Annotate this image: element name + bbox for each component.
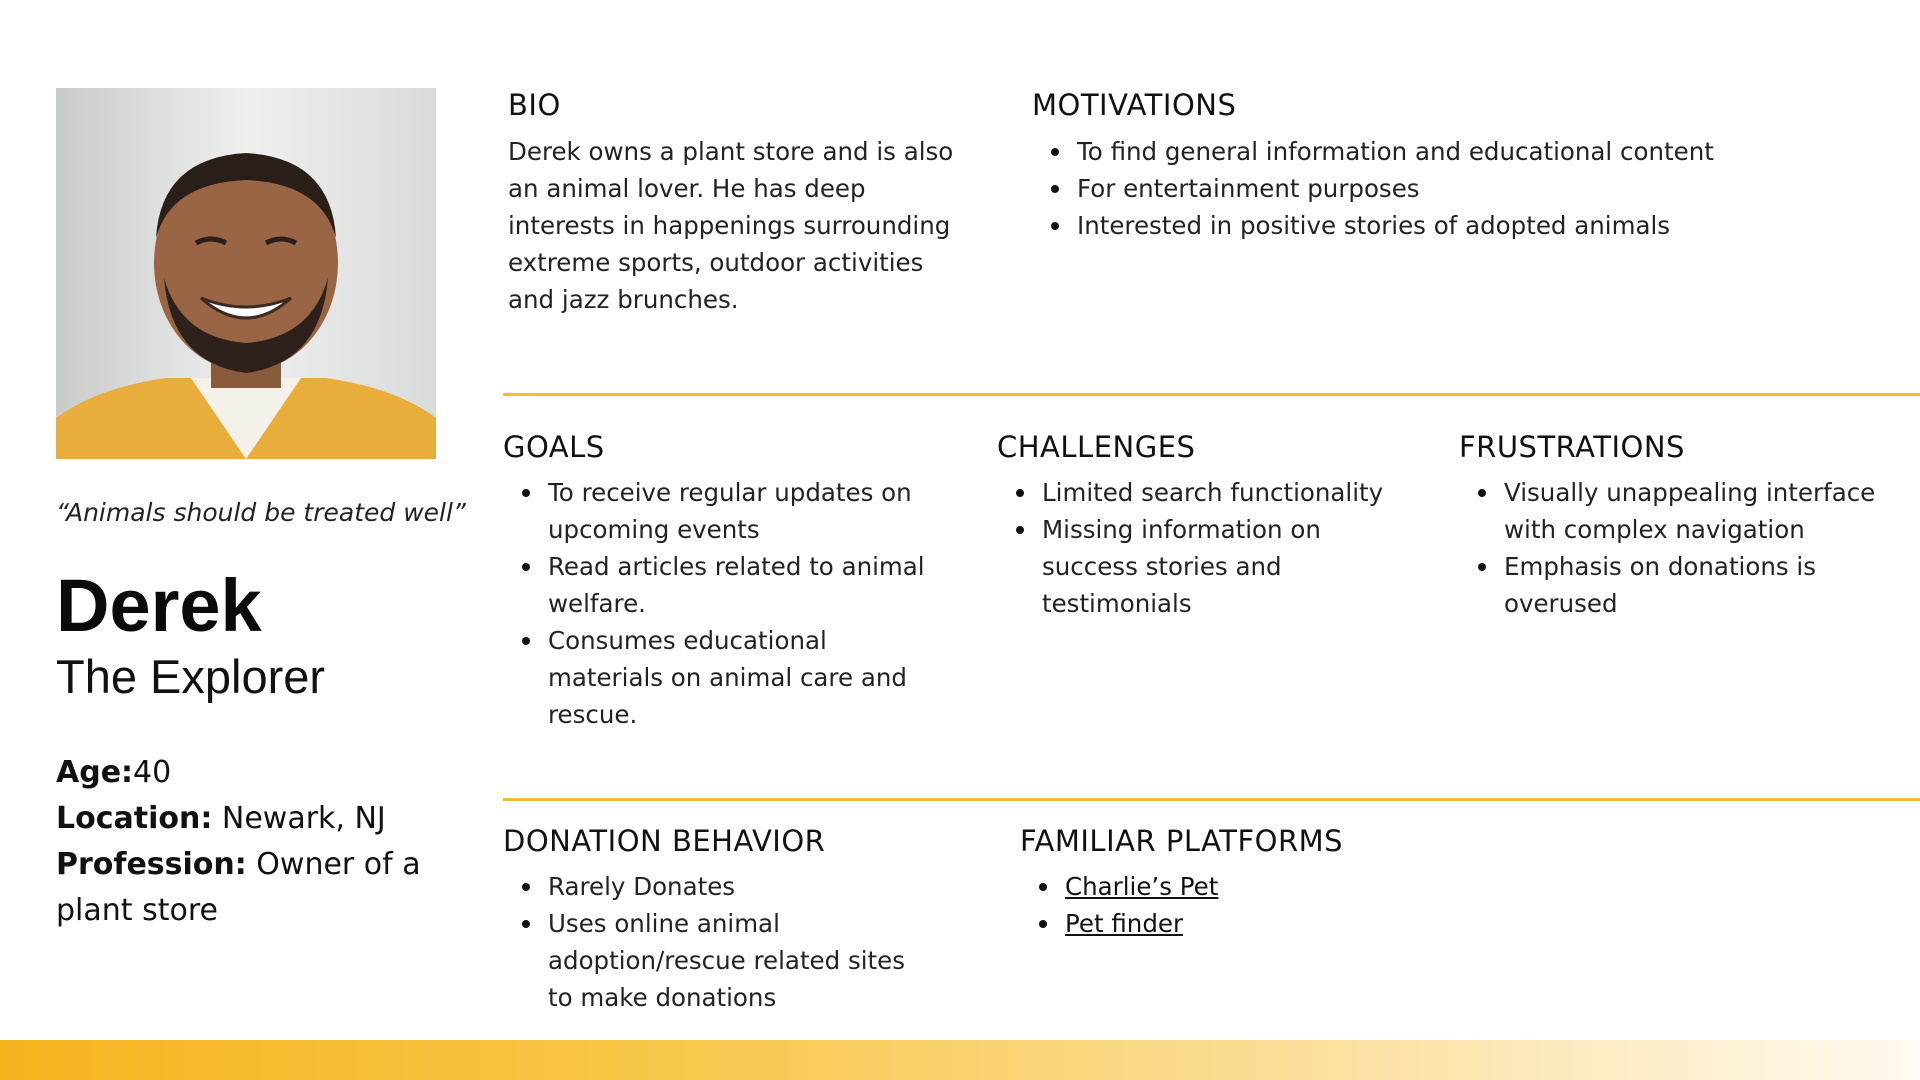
- fact-location-value: Newark, NJ: [212, 801, 386, 836]
- fact-age-value: 40: [133, 755, 172, 790]
- motivation-item: Interested in positive stories of adopted animals: [1032, 207, 1852, 244]
- fact-profession-value: Owner of a plant store: [56, 847, 421, 928]
- platform-link-charlies-pet[interactable]: Charlie’s Pet: [1065, 872, 1219, 901]
- bio-text: Derek owns a plant store and is also an animal lover. He has deep interests in happenings surrounding extreme sports, outdoor activities and jazz brunches.: [508, 137, 954, 314]
- persona-name: Derek: [56, 564, 262, 647]
- fact-age-label: Age:: [56, 755, 134, 790]
- frustrations-heading: FRUSTRATIONS: [1459, 430, 1685, 464]
- bio-heading: BIO: [508, 88, 561, 122]
- challenge-item: Missing information on success stories and testimonials: [997, 511, 1407, 622]
- motivations-list: [1032, 133, 1852, 244]
- goal-item: To receive regular updates on upcoming events: [503, 474, 943, 548]
- goals-heading: GOALS: [503, 430, 605, 464]
- challenge-item: Limited search functionality: [997, 474, 1407, 511]
- persona-photo: [56, 88, 436, 459]
- motivations-heading: MOTIVATIONS: [1032, 88, 1237, 122]
- section-divider: [503, 798, 1920, 801]
- persona-quote: “Animals should be treated well”: [56, 498, 466, 527]
- familiar-platforms-list: [1020, 868, 1500, 942]
- fact-location-label: Location:: [56, 801, 213, 836]
- motivation-item: To find general information and educational content: [1032, 133, 1852, 170]
- donation-behavior-list: [503, 868, 933, 1016]
- donation-behavior-item: Uses online animal adoption/rescue related sites to make donations: [503, 905, 933, 1016]
- platform-link-pet-finder[interactable]: Pet finder: [1065, 909, 1184, 938]
- goals-list: [503, 474, 943, 733]
- frustrations-list: [1459, 474, 1889, 622]
- motivation-item: For entertainment purposes: [1032, 170, 1852, 207]
- challenges-list: [997, 474, 1407, 622]
- donation-behavior-item: Rarely Donates: [503, 868, 933, 905]
- goals-section: [503, 430, 943, 733]
- challenges-section: [997, 430, 1407, 622]
- donation-behavior-section: [503, 824, 933, 1016]
- motivations-section: [1032, 88, 1852, 244]
- frustrations-section: [1459, 430, 1889, 622]
- donation-behavior-heading: DONATION BEHAVIOR: [503, 824, 826, 858]
- frustration-item: Visually unappealing interface with complex navigation: [1459, 474, 1889, 548]
- fact-profession-label: Profession:: [56, 847, 247, 882]
- goal-item: Consumes educational materials on animal care and rescue.: [503, 622, 943, 733]
- familiar-platforms-section: [1020, 824, 1500, 942]
- fact-location: [56, 796, 436, 842]
- section-divider: [503, 393, 1920, 396]
- bio-section: [508, 88, 958, 318]
- fact-profession: [56, 842, 436, 934]
- fact-age: [56, 750, 436, 796]
- platform-item: [1020, 868, 1500, 905]
- challenges-heading: CHALLENGES: [997, 430, 1196, 464]
- persona-subtitle: The Explorer: [56, 650, 326, 703]
- frustration-item: Emphasis on donations is overused: [1459, 548, 1889, 622]
- platform-item: [1020, 905, 1500, 942]
- goal-item: Read articles related to animal welfare.: [503, 548, 943, 622]
- bottom-accent-bar: [0, 1040, 1920, 1080]
- persona-facts: [56, 750, 436, 934]
- familiar-platforms-heading: FAMILIAR PLATFORMS: [1020, 824, 1344, 858]
